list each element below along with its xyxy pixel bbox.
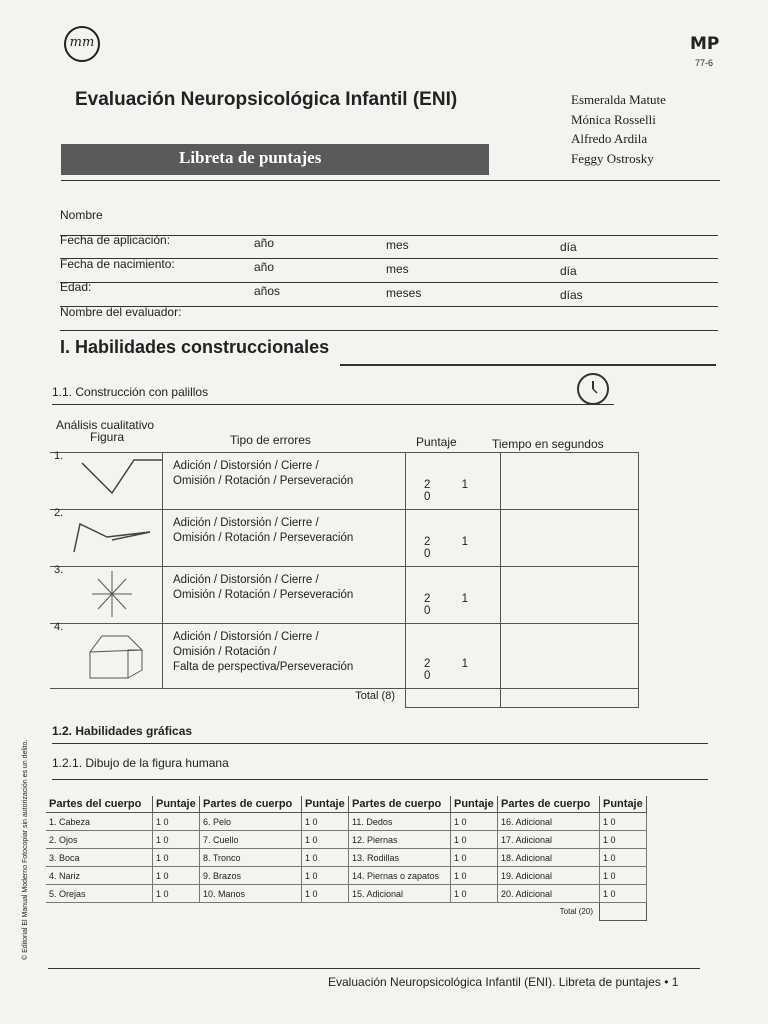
label-anio: año — [254, 260, 275, 274]
field-line[interactable] — [60, 282, 718, 283]
total-row — [50, 689, 639, 708]
total-label: Total (8) — [355, 690, 395, 702]
table-row — [50, 624, 639, 689]
error-types: Adición / Distorsión / Cierre / Omisión / Rotación / Perseveración — [163, 453, 406, 510]
figure-cell — [50, 621, 163, 689]
score-cell[interactable]: 1 0 — [600, 831, 647, 849]
time-cell[interactable] — [501, 624, 639, 689]
time-cell[interactable] — [501, 453, 639, 510]
cell: 16. Adicional — [498, 813, 600, 831]
score-cell[interactable]: 1 0 — [600, 885, 647, 903]
human-figure-table — [46, 796, 647, 921]
table-row — [46, 831, 647, 849]
table-row — [46, 813, 647, 831]
authors-list — [571, 90, 666, 168]
figure-1-icon — [62, 455, 162, 505]
cell: 7. Cuello — [200, 831, 302, 849]
author: Mónica Rosselli — [571, 111, 656, 127]
cell: 17. Adicional — [498, 831, 600, 849]
row-number: 3. — [54, 564, 64, 576]
score-cell[interactable]: 1 0 — [302, 849, 349, 867]
figure-cell — [50, 507, 163, 567]
label-dias: días — [560, 288, 583, 302]
score-cell[interactable]: 1 0 — [451, 885, 498, 903]
label-fecha-aplicacion: Fecha de aplicación: — [60, 233, 171, 247]
cell: 13. Rodillas — [349, 849, 451, 867]
cell: 20. Adicional — [498, 885, 600, 903]
author: Feggy Ostrosky — [571, 150, 654, 166]
col-tiempo: Tiempo en segundos — [492, 437, 604, 451]
score-cell[interactable]: 1 0 — [451, 867, 498, 885]
figure-2-icon — [62, 512, 162, 562]
footer-divider — [48, 968, 700, 969]
score-cell[interactable]: 1 0 — [302, 867, 349, 885]
subsection-title: 1.1. Construcción con palillos — [52, 385, 209, 399]
score-cell[interactable]: 1 0 — [302, 885, 349, 903]
cell: 3. Boca — [46, 849, 153, 867]
score-cell[interactable]: 1 0 — [153, 867, 200, 885]
publisher-logo: mm — [64, 26, 100, 62]
col-header: Puntaje — [600, 796, 647, 813]
author: Alfredo Ardila — [571, 131, 648, 146]
cell: 15. Adicional — [349, 885, 451, 903]
score-cell[interactable]: 1 0 — [600, 867, 647, 885]
col-header: Puntaje — [302, 796, 349, 813]
row-number: 1. — [54, 450, 64, 462]
score-cell[interactable]: 1 0 — [302, 813, 349, 831]
time-cell[interactable] — [501, 567, 639, 624]
cell: 2. Ojos — [46, 831, 153, 849]
subsection-title: 1.2.1. Dibujo de la figura humana — [52, 756, 229, 770]
label-mes: mes — [386, 238, 409, 252]
score-cell[interactable]: 1 0 — [153, 831, 200, 849]
score-cell[interactable]: 2 1 0 — [406, 624, 501, 689]
col-figura: Figura — [90, 430, 125, 444]
copyright-note: © Editorial El Manual Moderno Fotocopiar sin autorización es un delito. — [22, 739, 29, 960]
label-dia: día — [560, 240, 577, 254]
time-cell[interactable] — [501, 510, 639, 567]
score-cell[interactable]: 2 1 0 — [406, 510, 501, 567]
brand-mark: MP — [690, 34, 720, 54]
total-score-cell[interactable] — [600, 903, 647, 921]
score-cell[interactable]: 1 0 — [153, 849, 200, 867]
figure-cell — [50, 450, 163, 510]
divider — [61, 180, 720, 181]
score-cell[interactable]: 1 0 — [600, 813, 647, 831]
score-cell[interactable]: 1 0 — [451, 849, 498, 867]
table-row — [46, 867, 647, 885]
cell: 1. Cabeza — [46, 813, 153, 831]
cell: 19. Adicional — [498, 867, 600, 885]
label-anios: años — [254, 284, 281, 298]
subtitle-banner — [61, 144, 489, 175]
author: Esmeralda Matute — [571, 92, 666, 107]
cell: 18. Adicional — [498, 849, 600, 867]
divider — [52, 779, 708, 780]
col-header: Partes del cuerpo — [46, 796, 153, 813]
label-dia: día — [560, 264, 577, 278]
row-number: 2. — [54, 507, 64, 519]
total-score-cell[interactable] — [406, 689, 501, 708]
analysis-label: Análisis cualitativo — [56, 418, 155, 432]
cell: 8. Tronco — [200, 849, 302, 867]
label-fecha-nacimiento: Fecha de nacimiento: — [60, 257, 175, 271]
score-cell[interactable]: 1 0 — [600, 849, 647, 867]
col-puntaje: Puntaje — [416, 435, 457, 449]
subtitle: Libreta de puntajes — [179, 148, 322, 167]
score-cell[interactable]: 2 1 0 — [406, 453, 501, 510]
score-cell[interactable]: 1 0 — [153, 813, 200, 831]
label-edad: Edad: — [60, 280, 92, 294]
total-time-cell[interactable] — [501, 689, 639, 708]
label-mes: mes — [386, 262, 409, 276]
table-header-row — [46, 796, 647, 813]
label-anio: año — [254, 236, 275, 250]
total-row — [46, 903, 647, 921]
divider — [52, 743, 708, 744]
figure-4-icon — [62, 626, 162, 684]
col-errores: Tipo de errores — [230, 433, 311, 447]
section-title: I. Habilidades construccionales — [60, 337, 330, 357]
document-title: Evaluación Neuropsicológica Infantil (ENI) — [75, 89, 458, 110]
col-header: Partes de cuerpo — [498, 796, 600, 813]
divider — [52, 404, 614, 405]
row-number: 4. — [54, 621, 64, 633]
figure-3-icon — [62, 569, 162, 619]
subsection-title: 1.2. Habilidades gráficas — [52, 724, 193, 738]
cell: 5. Orejas — [46, 885, 153, 903]
cell: 4. Nariz — [46, 867, 153, 885]
table-row — [50, 453, 639, 510]
construction-table — [50, 452, 639, 708]
label-meses: meses — [386, 286, 422, 300]
score-cell[interactable]: 1 0 — [451, 831, 498, 849]
col-header: Puntaje — [153, 796, 200, 813]
col-header: Partes de cuerpo — [349, 796, 451, 813]
timer-icon — [577, 373, 609, 405]
score-cell[interactable]: 2 1 0 — [406, 567, 501, 624]
col-header: Puntaje — [451, 796, 498, 813]
cell: 10. Manos — [200, 885, 302, 903]
label-nombre: Nombre — [60, 208, 103, 222]
cell: 6. Pelo — [200, 813, 302, 831]
error-types: Adición / Distorsión / Cierre / Omisión / Rotación / Perseveración — [163, 510, 406, 567]
total-label: Total (20) — [559, 907, 593, 917]
table-row — [46, 849, 647, 867]
figure-cell — [50, 564, 163, 624]
error-types: Adición / Distorsión / Cierre / Omisión / Rotación / Perseveración — [163, 567, 406, 624]
divider — [340, 364, 716, 366]
form-code: 77-6 — [695, 58, 714, 68]
label-evaluador: Nombre del evaluador: — [60, 305, 182, 319]
score-cell[interactable]: 1 0 — [302, 831, 349, 849]
score-cell[interactable]: 1 0 — [153, 885, 200, 903]
score-cell[interactable]: 1 0 — [451, 813, 498, 831]
table-row — [46, 885, 647, 903]
col-header: Partes de cuerpo — [200, 796, 302, 813]
error-types: Adición / Distorsión / Cierre / Omisión / Rotación / Falta de perspectiva/Perseveración — [163, 624, 406, 689]
table-row — [50, 567, 639, 624]
cell: 11. Dedos — [349, 813, 451, 831]
cell: 14. Piernas o zapatos — [349, 867, 451, 885]
field-line[interactable] — [60, 330, 718, 331]
table-row — [50, 510, 639, 567]
cell: 12. Piernas — [349, 831, 451, 849]
cell: 9. Brazos — [200, 867, 302, 885]
footer-text: Evaluación Neuropsicológica Infantil (ENI). Libreta de puntajes • 1 — [328, 975, 679, 989]
